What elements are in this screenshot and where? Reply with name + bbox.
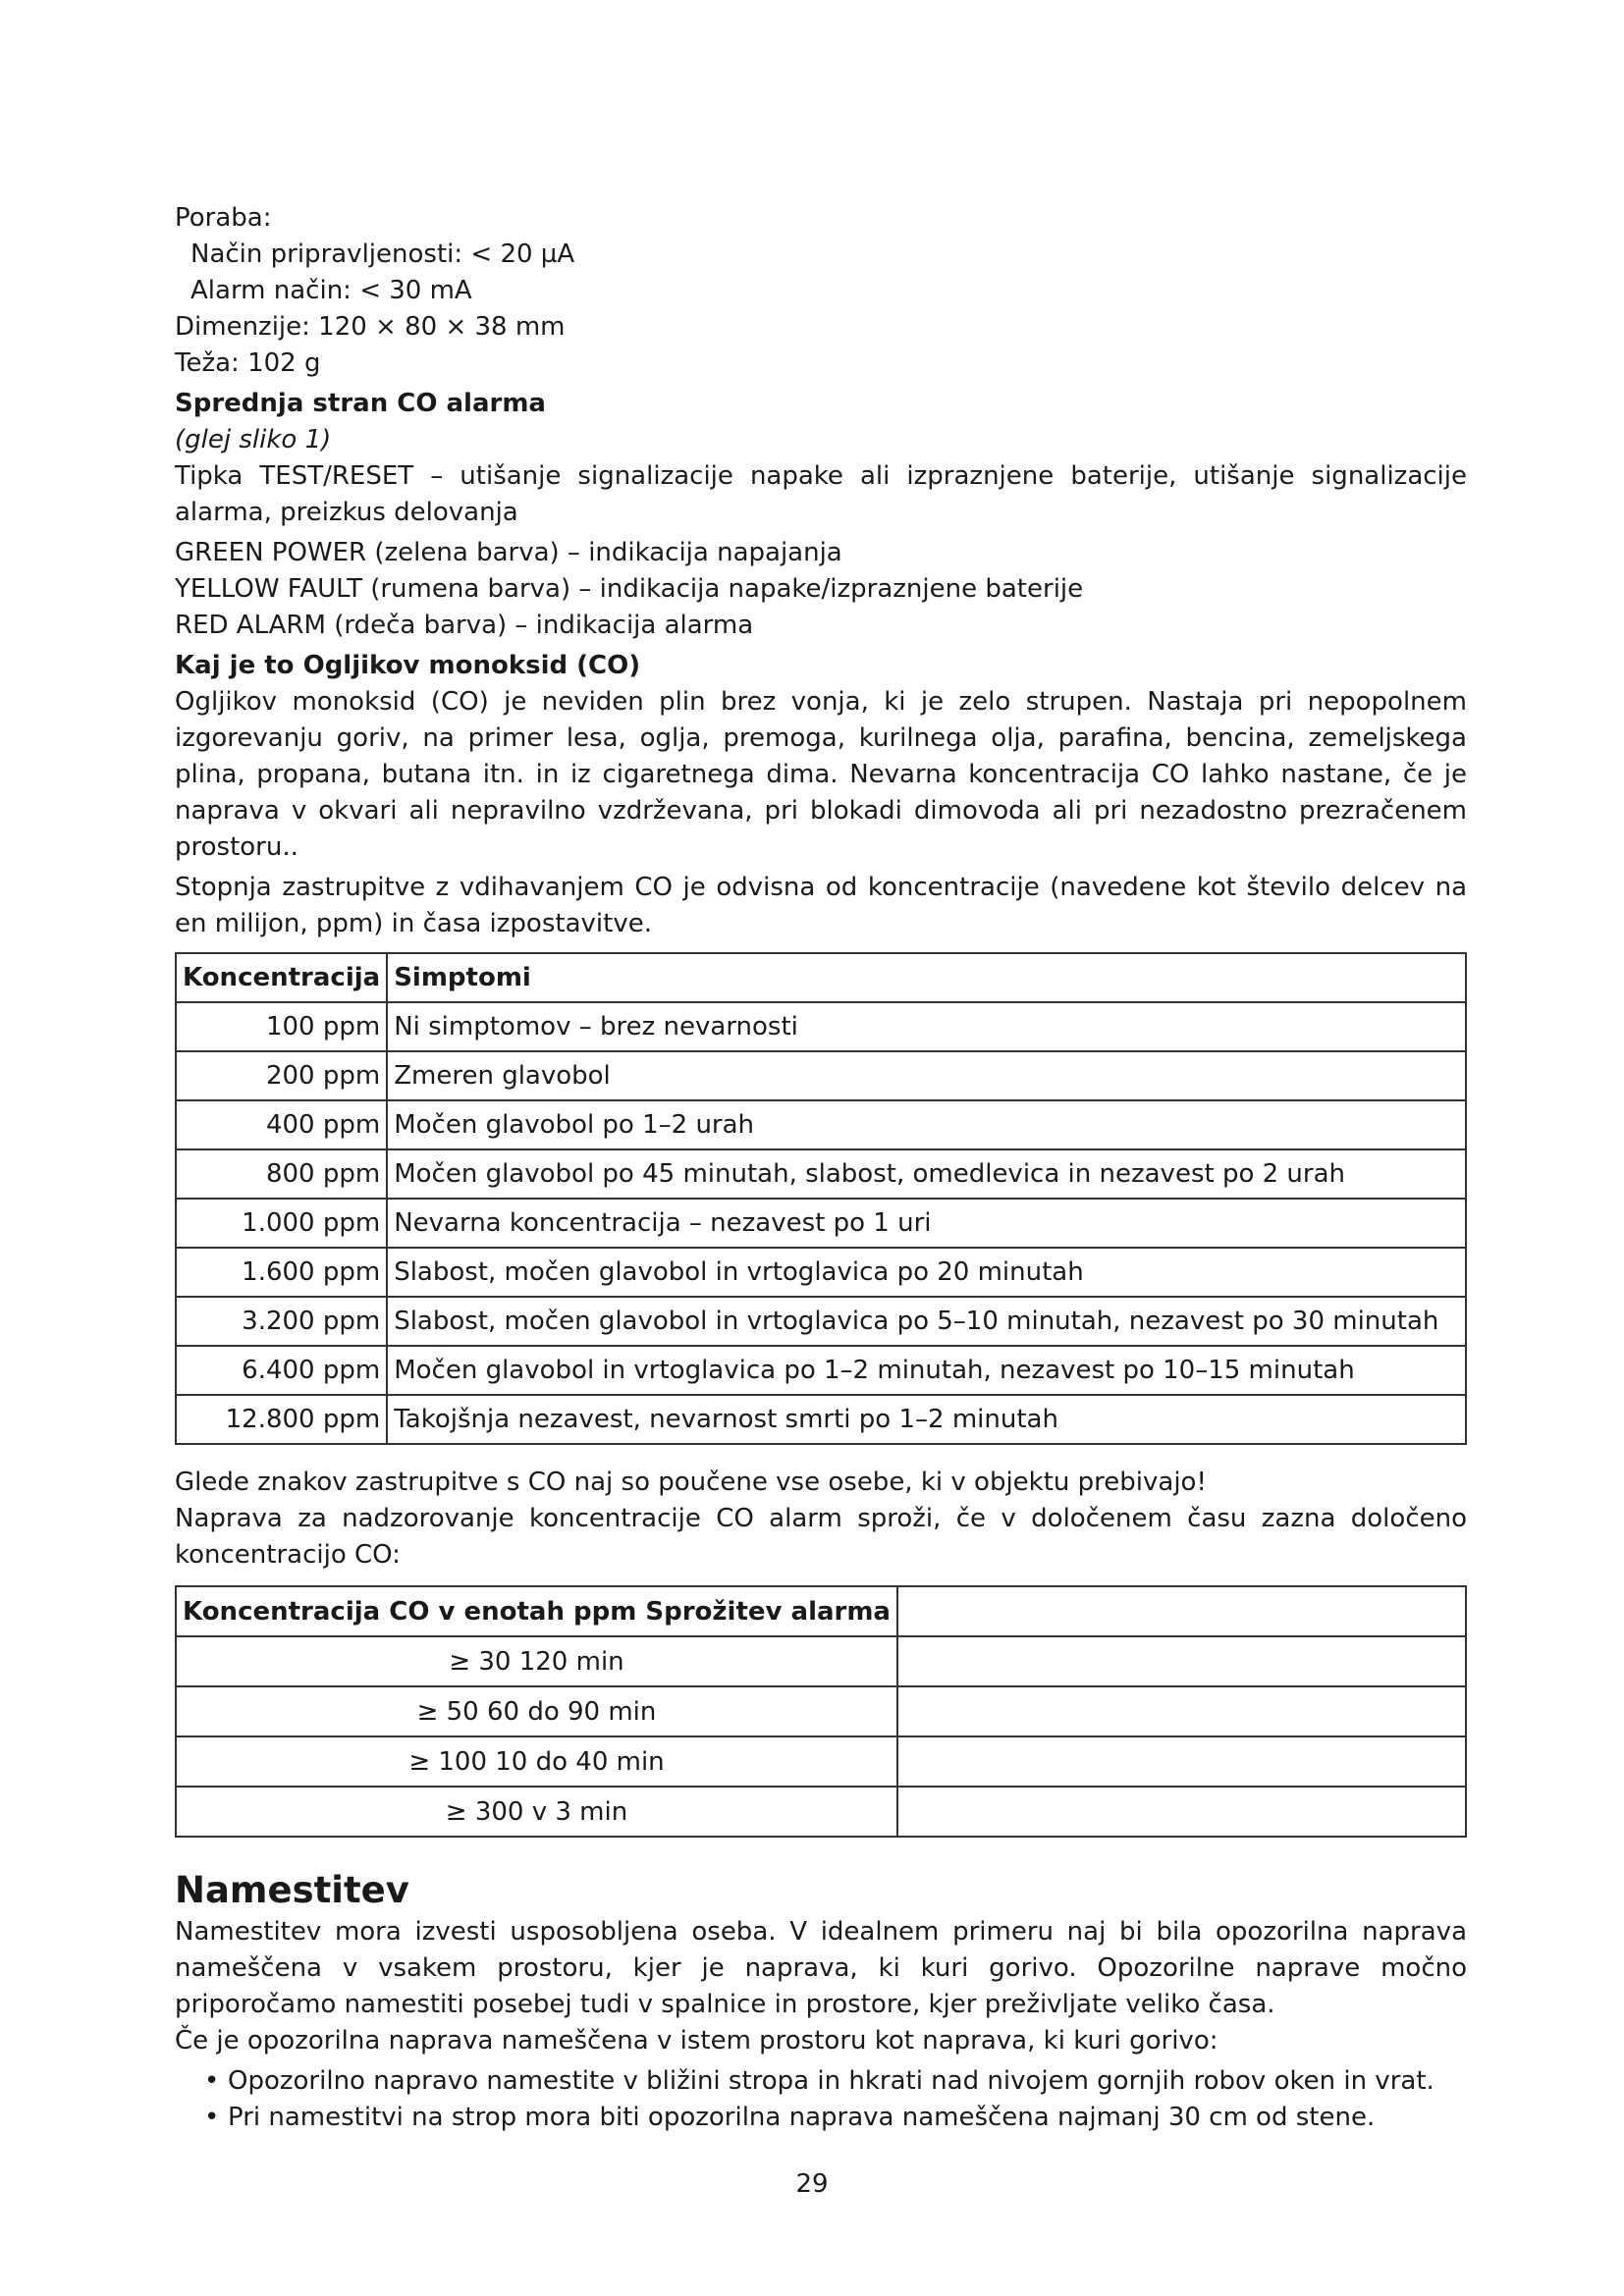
co-paragraph-1: Ogljikov monoksid (CO) je neviden plin brez vonja, ki je zelo strupen. Nastaja pri nepopolnem izgorevanju goriv, na primer lesa, oglja, premoga, kurilnega olja, parafina, bencina, zemeljskega plina, propana, butana itn. in iz cigaretnega dima. Nevarna koncentracija CO lahko nastane, če je naprava v okvari ali nepravilno vzdrževana, pri blokadi dimovoda ali pri nezadostno prezračenem prostoru.. (175, 687, 1467, 862)
table-row (176, 1149, 1466, 1199)
concentration-cell: 12.800 ppm (176, 1395, 387, 1444)
table-header-row (176, 1586, 1466, 1636)
content (175, 200, 1467, 2136)
concentration-cell: 400 ppm (176, 1100, 387, 1149)
yellow-fault-text: YELLOW FAULT (rumena barva) – indikacija napake/izpraznjene baterije (175, 574, 1084, 604)
empty-cell (897, 1736, 1466, 1787)
green-power-text: GREEN POWER (zelena barva) – indikacija napajanja (175, 538, 842, 567)
table-row (176, 1346, 1466, 1395)
page-number: 29 (795, 2169, 829, 2199)
middle-paragraph-1: Glede znakov zastrupitve s CO naj so poučene vse osebe, ki v objektu prebivajo! (175, 1468, 1207, 1497)
header-empty (897, 1586, 1466, 1636)
install-list (175, 2063, 1467, 2136)
table-row (176, 1686, 1466, 1736)
list-item (204, 2100, 1467, 2136)
alarm-trigger-table (175, 1585, 1467, 1838)
install-heading: Namestitev (175, 1869, 409, 1911)
table-row (176, 1736, 1466, 1787)
concentration-cell: 800 ppm (176, 1149, 387, 1199)
header-concentration-trigger: Koncentracija CO v enotah ppm Sprožitev alarma (176, 1586, 897, 1636)
middle-paragraph-2: Naprava za nadzorovanje koncentracije CO alarm sproži, če v določenem času zazna določeno koncentracijo CO: (175, 1504, 1467, 1570)
spec-dimensions: Dimenzije: 120 × 80 × 38 mm (175, 312, 566, 342)
trigger-cell: ≥ 300 v 3 min (176, 1787, 897, 1837)
spec-poraba: Poraba: (175, 203, 272, 233)
spec-weight: Teža: 102 g (175, 348, 321, 378)
concentration-cell: 1.600 ppm (176, 1248, 387, 1297)
spec-standby: Način pripravljenosti: < 20 µA (190, 240, 575, 269)
symptom-cell: Takojšnja nezavest, nevarnost smrti po 1–2 minutah (387, 1395, 1466, 1444)
red-alarm-text: RED ALARM (rdeča barva) – indikacija alarma (175, 611, 754, 640)
concentration-cell: 200 ppm (176, 1051, 387, 1100)
empty-cell (897, 1787, 1466, 1837)
symptom-cell: Močen glavobol po 45 minutah, slabost, omedlevica in nezavest po 2 urah (387, 1149, 1466, 1199)
install-paragraph-1: Namestitev mora izvesti usposobljena oseba. V idealnem primeru naj bi bila opozorilna naprava nameščena v vsakem prostoru, kjer je naprava, ki kuri gorivo. Opozorilne naprave močno priporočamo namestiti posebej tudi v spalnice in prostore, kjer preživljate veliko časa. (175, 1917, 1467, 2019)
spec-alarm: Alarm način: < 30 mA (190, 276, 472, 305)
co-paragraph-2: Stopnja zastrupitve z vdihavanjem CO je odvisna od koncentracije (navedene kot število delcev na en milijon, ppm) in časa izpostavitve. (175, 873, 1467, 938)
list-item (204, 2063, 1467, 2100)
symptom-cell: Nevarna koncentracija – nezavest po 1 uri (387, 1199, 1466, 1248)
concentration-cell: 1.000 ppm (176, 1199, 387, 1248)
table-row (176, 1395, 1466, 1444)
trigger-cell: ≥ 50 60 do 90 min (176, 1686, 897, 1736)
front-heading: Sprednja stran CO alarma (175, 389, 546, 418)
symptom-cell: Slabost, močen glavobol in vrtoglavica po 20 minutah (387, 1248, 1466, 1297)
front-figure-ref: (glej sliko 1) (175, 425, 332, 454)
table-row (176, 1002, 1466, 1051)
table-row (176, 1051, 1466, 1100)
install-paragraph-2: Če je opozorilna naprava nameščena v istem prostoru kot naprava, ki kuri gorivo: (175, 2026, 1218, 2056)
table-row (176, 1248, 1466, 1297)
table-row (176, 1297, 1466, 1346)
concentration-cell: 6.400 ppm (176, 1346, 387, 1395)
symptom-cell: Slabost, močen glavobol in vrtoglavica po 5–10 minutah, nezavest po 30 minutah (387, 1297, 1466, 1346)
symptom-cell: Močen glavobol in vrtoglavica po 1–2 minutah, nezavest po 10–15 minutah (387, 1346, 1466, 1395)
header-concentration: Koncentracija (176, 953, 387, 1002)
symptom-cell: Zmeren glavobol (387, 1051, 1466, 1100)
test-reset-text: Tipka TEST/RESET – utišanje signalizacije napake ali izpraznjene baterije, utišanje signalizacije alarma, preizkus delovanja (175, 461, 1467, 527)
co-heading: Kaj je to Ogljikov monoksid (CO) (175, 651, 641, 680)
symptom-cell: Ni simptomov – brez nevarnosti (387, 1002, 1466, 1051)
table-row (176, 1100, 1466, 1149)
table-row (176, 1636, 1466, 1686)
header-symptoms: Simptomi (387, 953, 1466, 1002)
concentration-cell: 3.200 ppm (176, 1297, 387, 1346)
trigger-cell: ≥ 30 120 min (176, 1636, 897, 1686)
symptom-cell: Močen glavobol po 1–2 urah (387, 1100, 1466, 1149)
bullet-icon: • (204, 2103, 220, 2132)
concentration-cell: 100 ppm (176, 1002, 387, 1051)
list-item-text: Pri namestitvi na strop mora biti opozorilna naprava nameščena najmanj 30 cm od stene. (228, 2103, 1376, 2132)
table-header-row (176, 953, 1466, 1002)
trigger-cell: ≥ 100 10 do 40 min (176, 1736, 897, 1787)
table-row (176, 1199, 1466, 1248)
bullet-icon: • (204, 2066, 220, 2096)
empty-cell (897, 1686, 1466, 1736)
table-row (176, 1787, 1466, 1837)
empty-cell (897, 1636, 1466, 1686)
list-item-text: Opozorilno napravo namestite v bližini stropa in hkrati nad nivojem gornjih robov oken in vrat. (228, 2066, 1435, 2096)
symptoms-table (175, 952, 1467, 1445)
